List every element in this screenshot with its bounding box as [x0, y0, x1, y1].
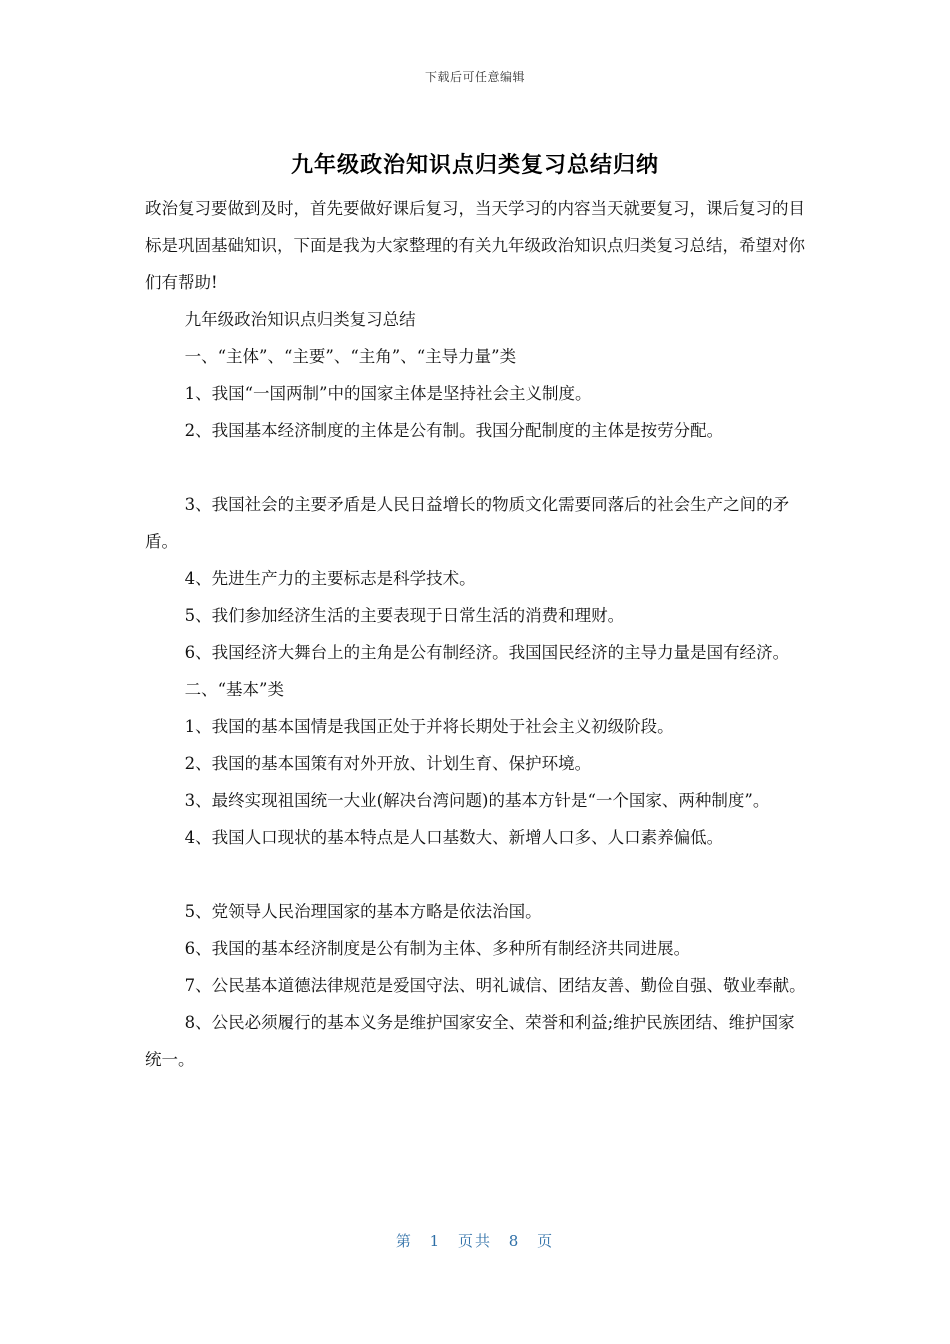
header-note: 下载后可任意编辑: [424, 70, 525, 84]
paragraph-gap: [145, 856, 810, 893]
list-item: 7、公民基本道德法律规范是爱国守法、明礼诚信、团结友善、勤俭自强、敬业奉献。: [184, 976, 806, 995]
document-title: 九年级政治知识点归类复习总结归纳: [290, 153, 659, 178]
section-heading: 九年级政治知识点归类复习总结: [184, 310, 416, 329]
list-item: 3、最终实现祖国统一大业(解决台湾问题)的基本方针是“一个国家、两种制度”。: [184, 791, 770, 810]
intro-paragraph: 政治复习要做到及时，首先要做好课后复习，当天学习的内容当天就要复习，课后复习的目标是巩固基础知识，下面是我为大家整理的有关九年级政治知识点归类复习总结，希望对你们有帮助!: [145, 199, 805, 292]
list-item: 3、我国社会的主要矛盾是人民日益增长的物质文化需要同落后的社会生产之间的矛盾。: [145, 495, 790, 551]
category-heading: 一、“主体”、“主要”、“主角”、“主导力量”类: [184, 347, 517, 366]
list-item: 1、我国“一国两制”中的国家主体是坚持社会主义制度。: [184, 384, 592, 403]
page-number-footer: 第 1 页共 8 页: [395, 1232, 555, 1250]
list-item: 2、我国的基本国策有对外开放、计划生育、保护环境。: [184, 754, 592, 773]
list-item: 1、我国的基本国情是我国正处于并将长期处于社会主义初级阶段。: [184, 717, 674, 736]
list-item: 8、公民必须履行的基本义务是维护国家安全、荣誉和利益;维护民族团结、维护国家统一。: [145, 1013, 795, 1069]
category-heading: 二、“基本”类: [184, 680, 284, 699]
paragraph-gap: [145, 449, 810, 486]
list-item: 4、先进生产力的主要标志是科学技术。: [184, 569, 476, 588]
list-item: 6、我国的基本经济制度是公有制为主体、多种所有制经济共同进展。: [184, 939, 691, 958]
list-item: 5、我们参加经济生活的主要表现于日常生活的消费和理财。: [184, 606, 625, 625]
list-item: 5、党领导人民治理国家的基本方略是依法治国。: [184, 902, 542, 921]
document-body: [145, 190, 810, 1078]
list-item: 6、我国经济大舞台上的主角是公有制经济。我国国民经济的主导力量是国有经济。: [184, 643, 790, 662]
list-item: 2、我国基本经济制度的主体是公有制。我国分配制度的主体是按劳分配。: [184, 421, 724, 440]
list-item: 4、我国人口现状的基本特点是人口基数大、新增人口多、人口素养偏低。: [184, 828, 724, 847]
